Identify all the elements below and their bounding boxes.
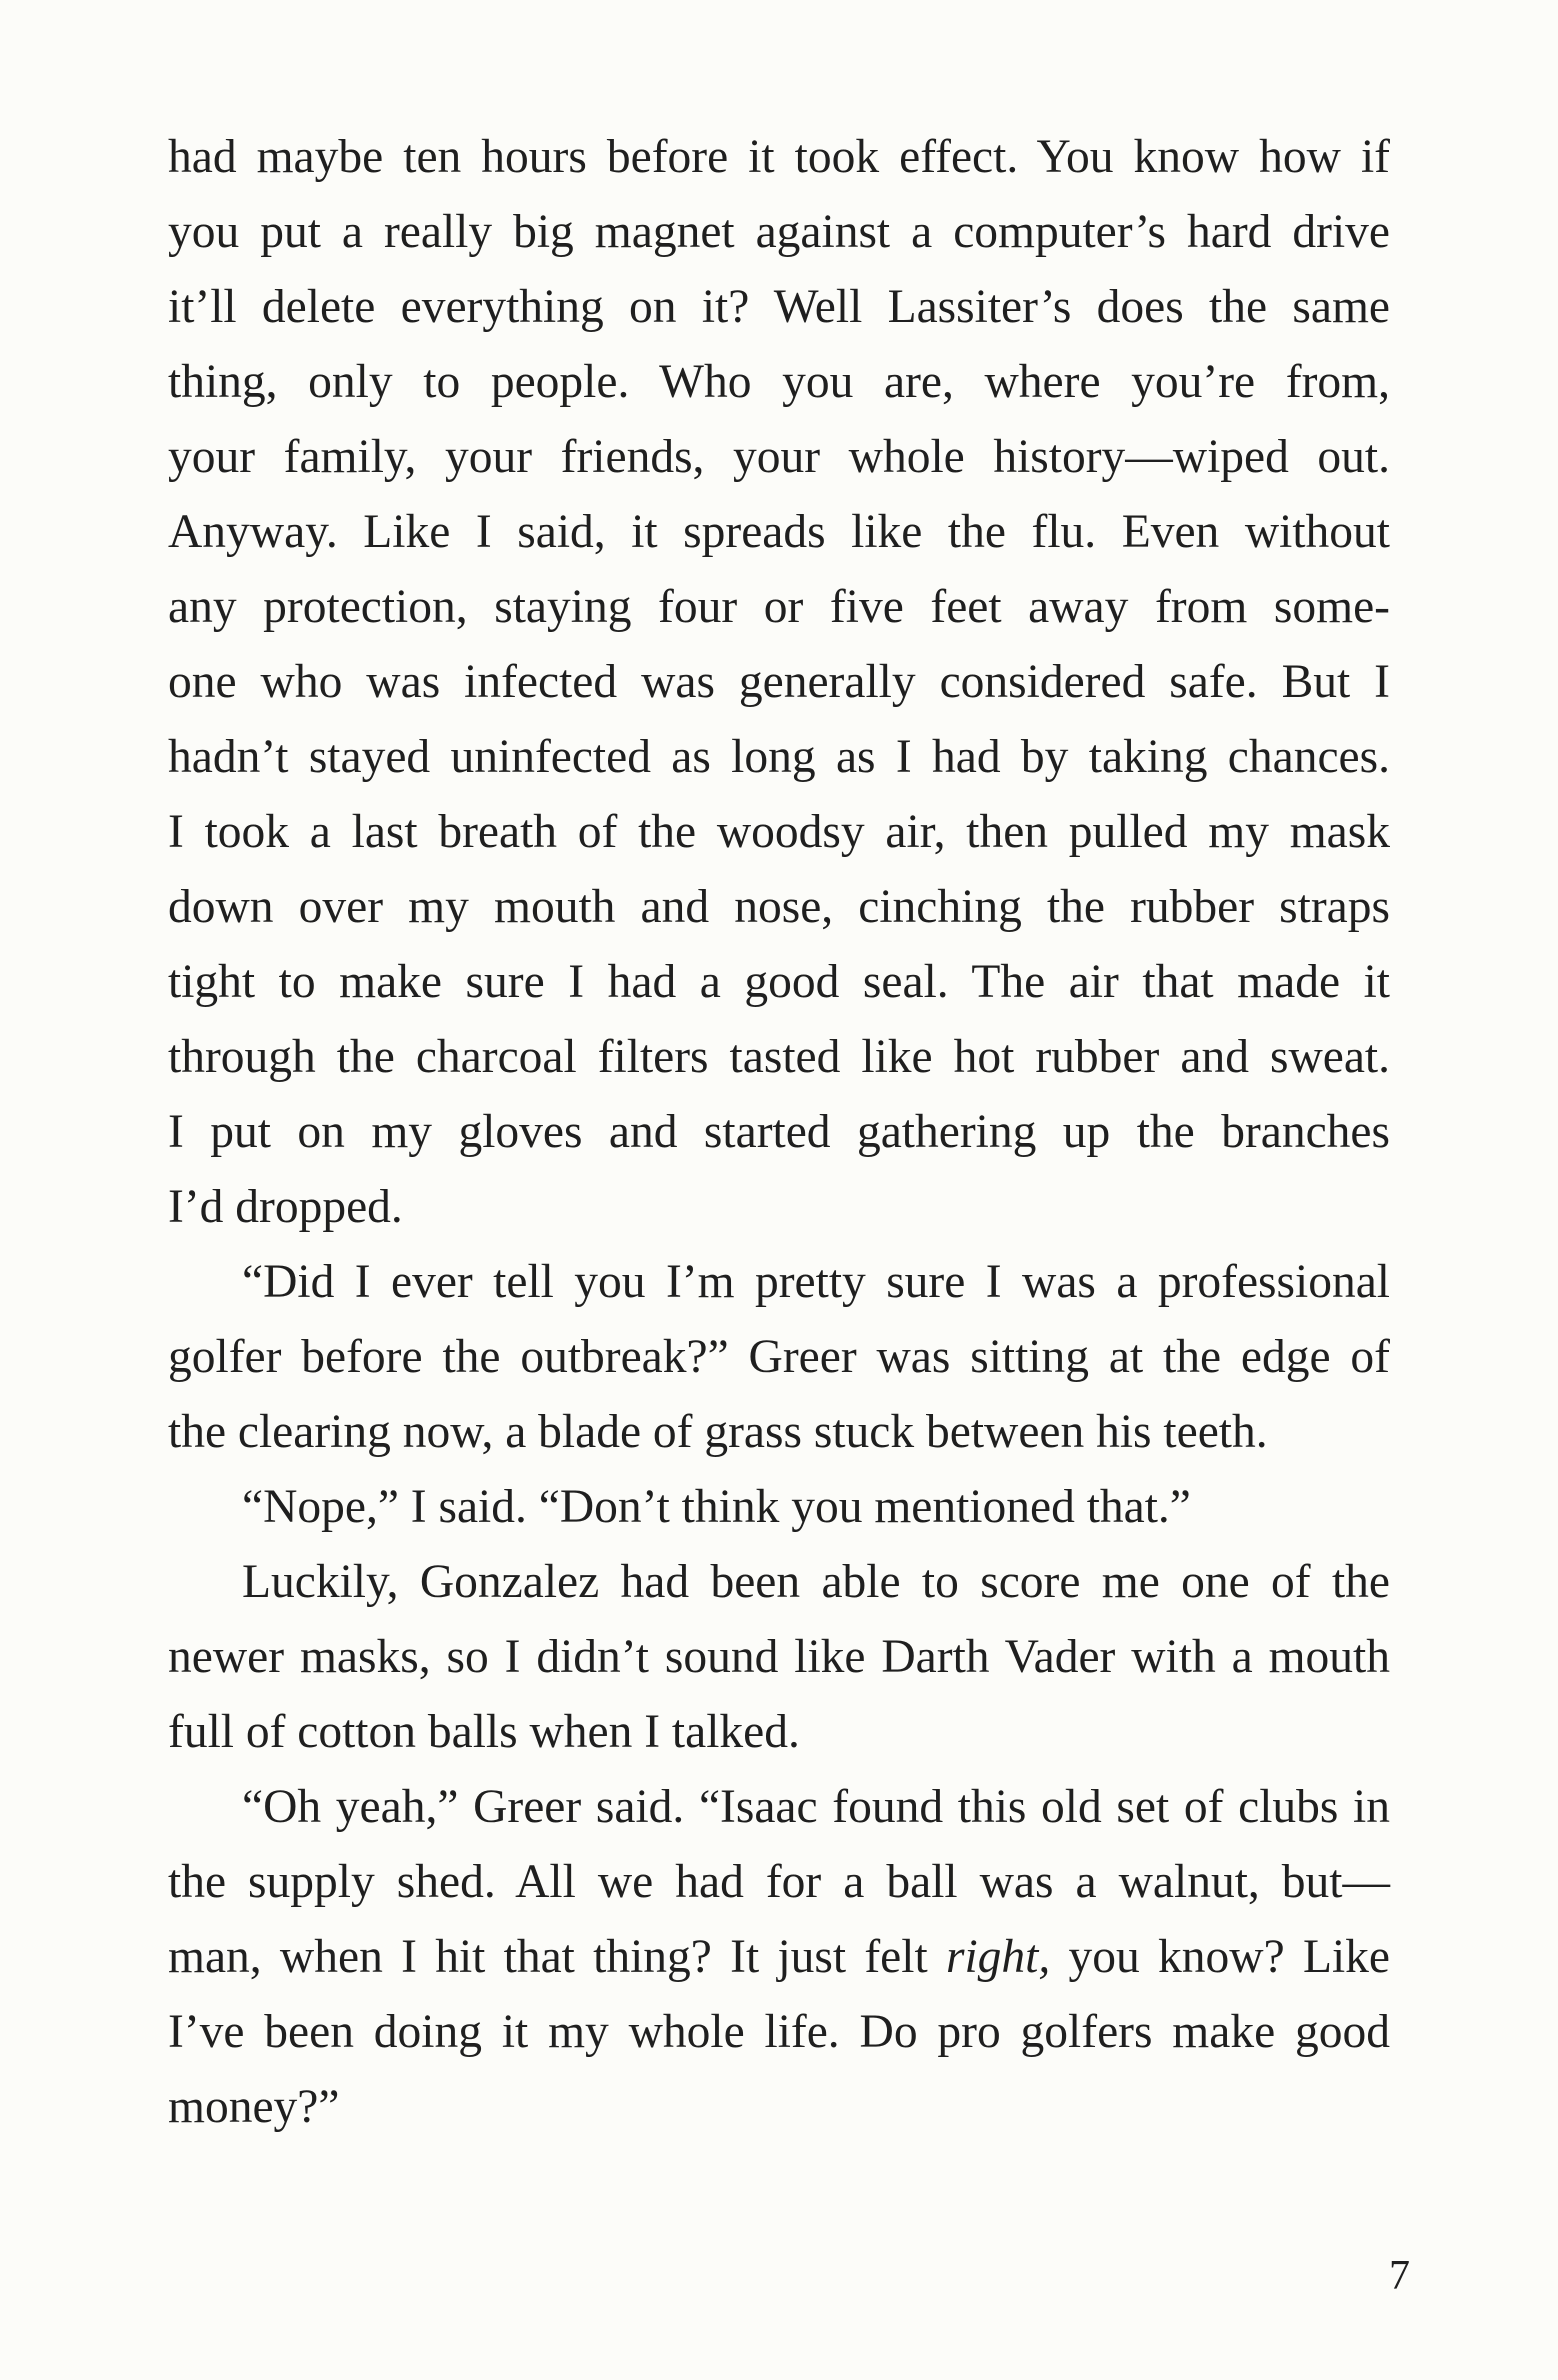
text-line: Anyway. Like I said, it spreads like the flu. Even without <box>168 506 1390 558</box>
text-line: newer masks, so I didn’t sound like Darth Vader with a mouth <box>168 1631 1390 1683</box>
text-line: thing, only to people. Who you are, where you’re from, <box>168 356 1390 408</box>
body-text <box>168 120 1390 2145</box>
text-line: golfer before the outbreak?” Greer was sitting at the edge of <box>168 1331 1390 1383</box>
page-number: 7 <box>1389 2253 1410 2299</box>
text-line: one who was infected was generally considered safe. But I <box>168 656 1390 708</box>
text-line: the clearing now, a blade of grass stuck between his teeth. <box>168 1406 1268 1458</box>
text-line: the supply shed. All we had for a ball was a walnut, but— <box>168 1856 1390 1908</box>
text-segment: you know? Like <box>1050 1931 1390 1983</box>
text-line: your family, your friends, your whole history—wiped out. <box>168 431 1390 483</box>
text-line: I took a last breath of the woodsy air, then pulled my mask <box>168 806 1390 858</box>
text-line: any protection, staying four or five feet away from some- <box>168 581 1390 633</box>
text-line: “Did I ever tell you I’m pretty sure I was a professional <box>242 1256 1390 1308</box>
text-line <box>168 1920 1390 1995</box>
text-line: had maybe ten hours before it took effect. You know how if <box>168 131 1390 183</box>
text-line: “Oh yeah,” Greer said. “Isaac found this old set of clubs in <box>242 1781 1390 1833</box>
text-line: hadn’t stayed uninfected as long as I had by taking chances. <box>168 731 1390 783</box>
text-line: tight to make sure I had a good seal. The air that made it <box>168 956 1390 1008</box>
text-segment: man, when I hit that thing? It just felt <box>168 1931 946 1983</box>
text-line: down over my mouth and nose, cinching the rubber straps <box>168 881 1390 933</box>
italic-word: right, <box>945 1931 1051 1983</box>
text-line: Luckily, Gonzalez had been able to score me one of the <box>242 1556 1390 1608</box>
text-line: through the charcoal filters tasted like hot rubber and sweat. <box>168 1031 1390 1083</box>
text-line: money?” <box>168 2081 340 2133</box>
text-line: “Nope,” I said. “Don’t think you mentioned that.” <box>242 1481 1191 1533</box>
text-line: you put a really big magnet against a computer’s hard drive <box>168 206 1390 258</box>
text-line: it’ll delete everything on it? Well Lassiter’s does the same <box>168 281 1390 333</box>
text-line: I put on my gloves and started gathering up the branches <box>168 1106 1390 1158</box>
text-line: I’ve been doing it my whole life. Do pro golfers make good <box>168 2006 1390 2058</box>
text-line: I’d dropped. <box>168 1181 403 1233</box>
text-line: full of cotton balls when I talked. <box>168 1706 800 1758</box>
